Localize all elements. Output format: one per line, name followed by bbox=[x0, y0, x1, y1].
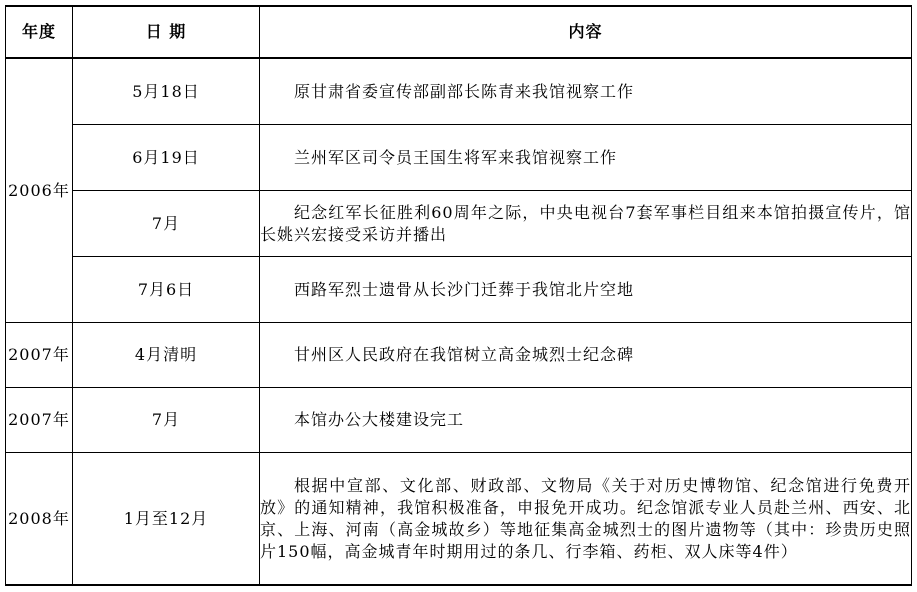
content-cell: 纪念红军长征胜利60周年之际，中央电视台7套军事栏目组来本馆拍摄宣传片，馆长姚兴宏接受采访并播出 bbox=[260, 191, 912, 257]
table-row bbox=[6, 453, 912, 586]
date-cell: 4月清明 bbox=[73, 323, 260, 388]
year-cell: 2007年 bbox=[6, 388, 73, 453]
content-cell: 兰州军区司令员王国生将军来我馆视察工作 bbox=[260, 125, 912, 191]
date-cell: 1月至12月 bbox=[73, 453, 260, 586]
header-year: 年度 bbox=[6, 6, 73, 58]
table-row bbox=[6, 125, 912, 191]
table-row bbox=[6, 191, 912, 257]
date-cell: 7月 bbox=[73, 191, 260, 257]
content-cell: 根据中宣部、文化部、财政部、文物局《关于对历史博物馆、纪念馆进行免费开放》的通知精神，我馆积极准备，申报免开成功。纪念馆派专业人员赴兰州、西安、北京、上海、河南（高金城故乡）等地征集高金城烈士的图片遗物等（其中：珍贵历史照片150幅，高金城青年时期用过的条几、行李箱、药柜、双人床等4件） bbox=[260, 453, 912, 586]
table-row bbox=[6, 58, 912, 125]
content-cell: 西路军烈士遗骨从长沙门迁葬于我馆北片空地 bbox=[260, 257, 912, 323]
header-row bbox=[6, 6, 912, 58]
content-cell: 本馆办公大楼建设完工 bbox=[260, 388, 912, 453]
date-cell: 6月19日 bbox=[73, 125, 260, 191]
date-cell: 7月 bbox=[73, 388, 260, 453]
date-cell: 7月6日 bbox=[73, 257, 260, 323]
table-row bbox=[6, 323, 912, 388]
chronicle-table bbox=[5, 5, 912, 586]
table-row bbox=[6, 388, 912, 453]
header-content: 内容 bbox=[260, 6, 912, 58]
content-cell: 原甘肃省委宣传部副部长陈青来我馆视察工作 bbox=[260, 58, 912, 125]
year-cell: 2006年 bbox=[6, 58, 73, 323]
year-cell: 2007年 bbox=[6, 323, 73, 388]
table-row bbox=[6, 257, 912, 323]
date-cell: 5月18日 bbox=[73, 58, 260, 125]
content-cell: 甘州区人民政府在我馆树立高金城烈士纪念碑 bbox=[260, 323, 912, 388]
year-cell: 2008年 bbox=[6, 453, 73, 586]
header-date: 日 期 bbox=[73, 6, 260, 58]
